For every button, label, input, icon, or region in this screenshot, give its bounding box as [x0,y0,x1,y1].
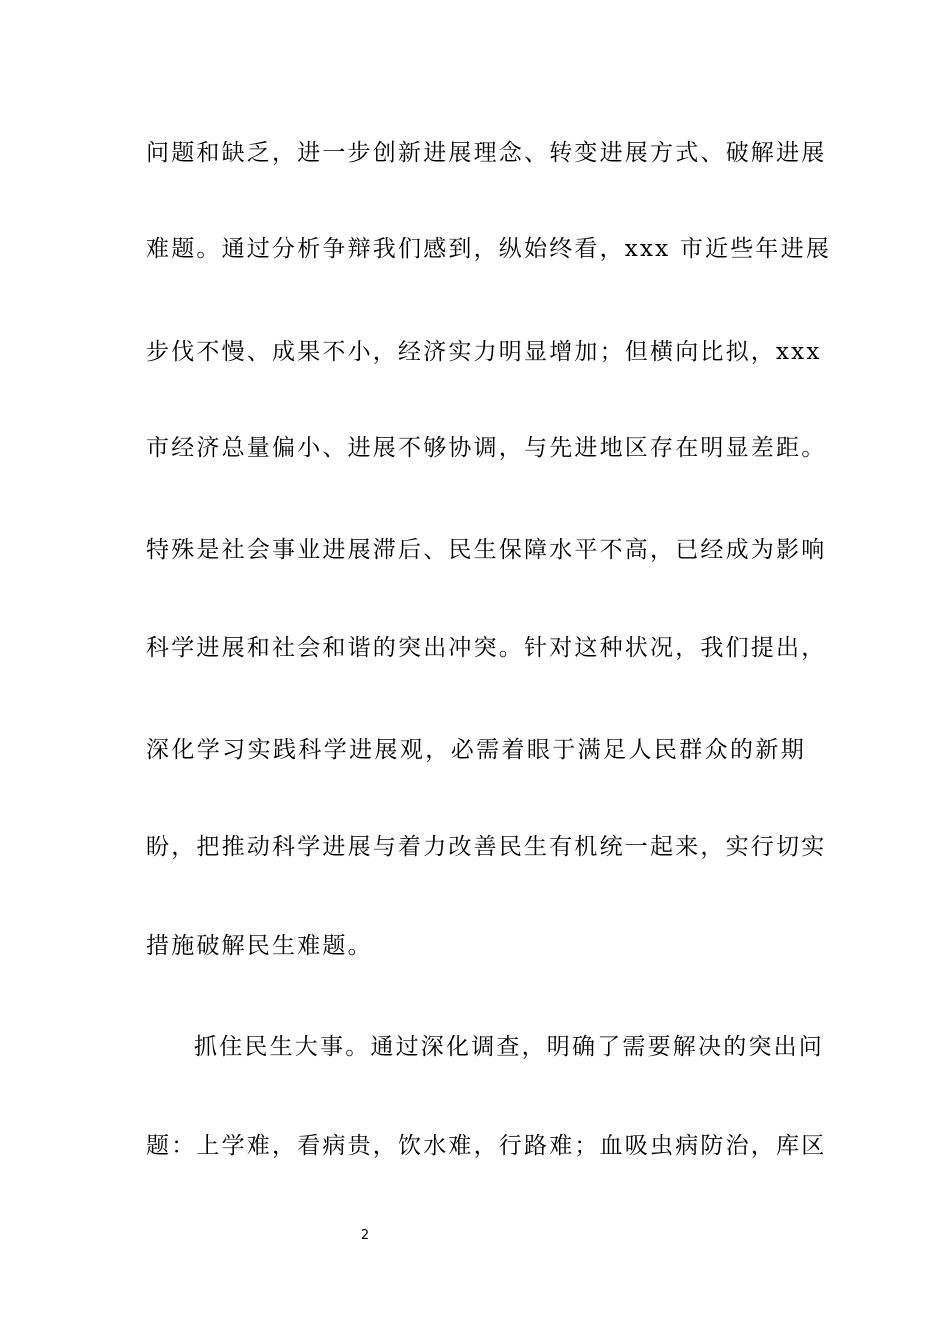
text-line-indented: 抓住民生大事。通过深化调查，明确了需要解决的突出问 [194,1034,824,1060]
text-line: 步伐不慢、成果不小，经济实力明显增加；但横向比拟，xxx [146,339,822,365]
text-line: 市经济总量偏小、进展不够协调，与先进地区存在明显差距。 [146,435,827,461]
text-line: 盼，把推动科学进展与着力改善民生有机统一起来，实行切实 [146,834,827,860]
text-line: 科学进展和社会和谐的突出冲突。针对这种状况，我们提出， [146,635,827,661]
text-line: 题：上学难，看病贵，饮水难，行路难；血吸虫病防治，库区 [146,1133,827,1159]
text-line: 深化学习实践科学进展观，必需着眼于满足人民群众的新期 [146,737,806,763]
text-line: 问题和缺乏，进一步创新进展理念、转变进展方式、破解进展 [146,140,827,166]
text-line: 措施破解民生难题。 [146,933,373,959]
text-line: 难题。通过分析争辩我们感到，纵始终看，xxx 市近些年进展 [146,236,832,262]
text-line: 特殊是社会事业进展滞后、民生保障水平不高，已经成为影响 [146,537,827,563]
page-number: 2 [360,1228,370,1243]
